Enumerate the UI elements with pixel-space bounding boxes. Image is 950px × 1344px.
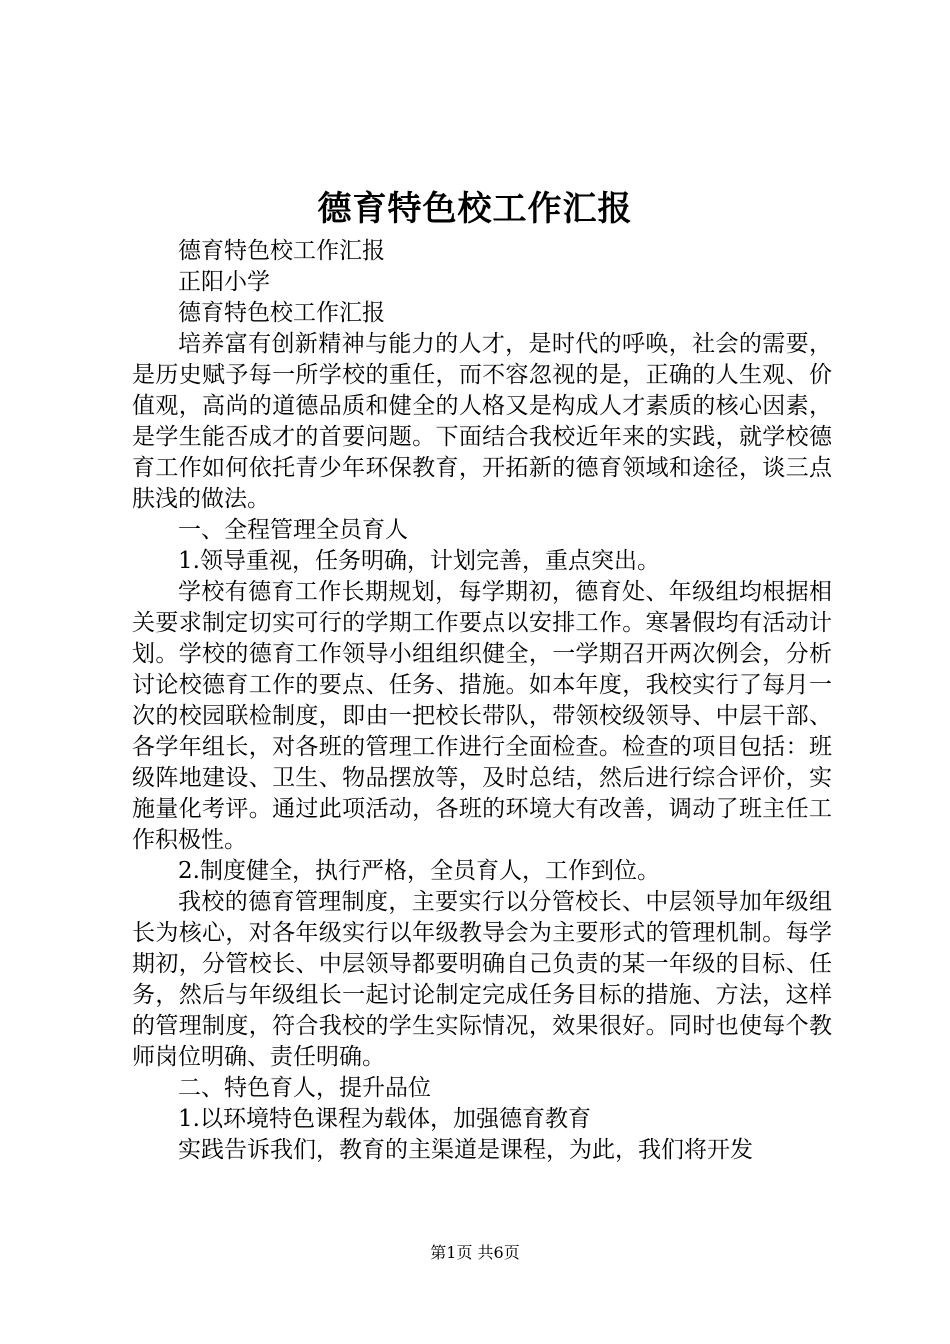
paragraph-management-system: 我校的德育管理制度，主要实行以分管校长、中层领导加年级组长为核心，对各年级实行以年级教导会为主要形式的管理机制。每学期初，分管校长、中层领导都要明确自己负责的某一年级的目标、任务，然后与年级组长一起讨论制定完成任务目标的措施、方法，这样的管理制度，符合我校的学生实际情况，效果很好。同时也使每个教师岗位明确、责任明确。 <box>132 889 832 1070</box>
page-title: 德育特色校工作汇报 <box>317 189 633 229</box>
section-heading-1: 一、全程管理全员育人 <box>178 517 408 543</box>
paragraph-planning: 学校有德育工作长期规划，每学期初，德育处、年级组均根据相关要求制定切实可行的学期工作要点以安排工作。寒暑假均有活动计划。学校的德育工作领导小组组织健全，一学期召开两次例会，分析讨论校德育工作的要点、任务、措施。如本年度，我校实行了每月一次的校园联检制度，即由一把校长带队，带领校级领导、中层干部、各学年组长，对各班的管理工作进行全面检查。检查的项目包括：班级阵地建设、卫生、物品摆放等，及时总结，然后进行综合评价，实施量化考评。通过此项活动，各班的环境大有改善，调动了班主任工作积极性。 <box>132 579 832 853</box>
paragraph-curriculum: 实践告诉我们，教育的主渠道是课程，为此，我们将开发 <box>178 1137 753 1163</box>
subsection-heading-1-2: 2.制度健全，执行严格，全员育人，工作到位。 <box>178 858 660 884</box>
paragraph-subtitle-repeat: 德育特色校工作汇报 <box>178 300 385 326</box>
document-body <box>132 236 832 1166</box>
section-heading-2: 二、特色育人，提升品位 <box>178 1075 431 1101</box>
paragraph-school-name: 正阳小学 <box>178 269 270 295</box>
page-footer: 第1页 共6页 <box>430 1243 520 1262</box>
paragraph-intro: 培养富有创新精神与能力的人才，是时代的呼唤，社会的需要，是历史赋予每一所学校的重任，而不容忽视的是，正确的人生观、价值观，高尚的道德品质和健全的人格又是构成人才素质的核心因素，是学生能否成才的首要问题。下面结合我校近年来的实践，就学校德育工作如何依托青少年环保教育，开拓新的德育领域和途径，谈三点肤浅的做法。 <box>132 331 832 512</box>
paragraph-subtitle: 德育特色校工作汇报 <box>178 238 385 264</box>
subsection-heading-1-1: 1.领导重视，任务明确，计划完善，重点突出。 <box>178 548 660 574</box>
subsection-heading-2-1: 1.以环境特色课程为载体，加强德育教育 <box>178 1106 591 1132</box>
